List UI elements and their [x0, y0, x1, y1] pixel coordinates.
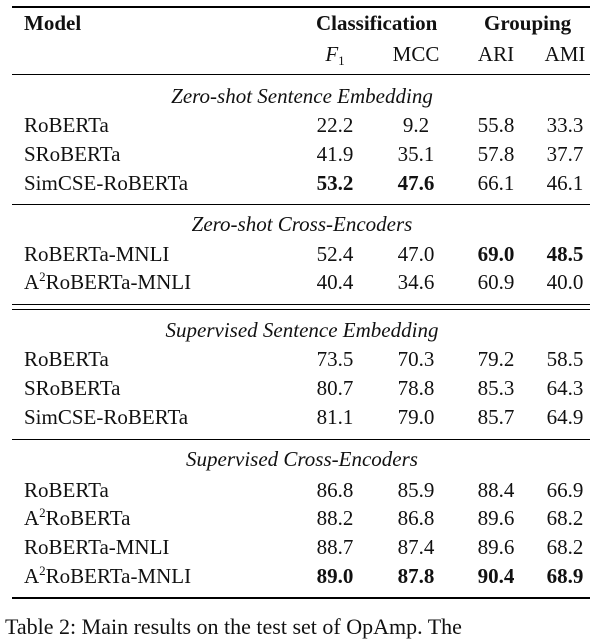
header-grouping: Grouping: [484, 11, 572, 35]
f1-value: 73.5: [316, 347, 354, 371]
model-name: RoBERTa: [24, 113, 109, 137]
mcc-value: 34.6: [397, 270, 435, 294]
header-f1-base: F: [325, 42, 339, 66]
f1-value: 80.7: [316, 376, 354, 400]
model-name-rest: RoBERTa: [45, 506, 131, 530]
ari-value: 57.8: [477, 142, 515, 166]
header-rule: [12, 74, 590, 75]
model-name: SimCSE-RoBERTa: [24, 405, 189, 429]
mcc-value: 87.8: [397, 564, 435, 588]
ari-value: 89.6: [477, 535, 515, 559]
table-caption: Table 2: Main results on the test set of OpAmp. The: [5, 614, 462, 639]
ari-value: 89.6: [477, 506, 515, 530]
model-name-rest: RoBERTa-MNLI: [45, 270, 192, 294]
model-name: SRoBERTa: [24, 376, 121, 400]
mcc-value: 47.6: [397, 171, 435, 195]
model-name: RoBERTa: [24, 347, 109, 371]
model-name: RoBERTa-MNLI: [24, 535, 170, 559]
model-name: [24, 270, 191, 294]
ami-value: 37.7: [546, 142, 584, 166]
header-mcc: MCC: [392, 42, 440, 66]
f1-value: 40.4: [316, 270, 354, 294]
mcc-value: 86.8: [397, 506, 435, 530]
f1-value: 41.9: [316, 142, 354, 166]
ami-value: 48.5: [546, 242, 584, 266]
header-f1-sub: 1: [338, 53, 345, 68]
ami-value: 66.9: [546, 478, 584, 502]
f1-value: 88.7: [316, 535, 354, 559]
section-rule: [12, 439, 590, 440]
f1-value: 53.2: [316, 171, 354, 195]
double-rule-top: [12, 304, 590, 305]
ami-value: 46.1: [546, 171, 584, 195]
mcc-value: 70.3: [397, 347, 435, 371]
ari-value: 88.4: [477, 478, 515, 502]
model-name: [24, 564, 191, 588]
ami-value: 40.0: [546, 270, 584, 294]
model-name-prefix: A: [24, 506, 40, 530]
ari-value: 85.3: [477, 376, 515, 400]
double-rule-bottom: [12, 309, 590, 310]
ami-value: 68.2: [546, 535, 584, 559]
mcc-value: 9.2: [402, 113, 430, 137]
header-ami: AMI: [544, 42, 586, 66]
model-name: SRoBERTa: [24, 142, 121, 166]
mcc-value: 87.4: [397, 535, 435, 559]
model-name-prefix: A: [24, 270, 40, 294]
model-name: SimCSE-RoBERTa: [24, 171, 189, 195]
mcc-value: 85.9: [397, 478, 435, 502]
ami-value: 68.9: [546, 564, 584, 588]
model-name-prefix: A: [24, 564, 40, 588]
section-title: Zero-shot Cross-Encoders: [191, 212, 413, 236]
ari-value: 90.4: [477, 564, 515, 588]
f1-value: 81.1: [316, 405, 354, 429]
ari-value: 69.0: [477, 242, 515, 266]
ari-value: 66.1: [477, 171, 515, 195]
top-rule: [12, 6, 590, 8]
header-classification: Classification: [316, 11, 438, 35]
mcc-value: 79.0: [397, 405, 435, 429]
ami-value: 68.2: [546, 506, 584, 530]
f1-value: 88.2: [316, 506, 354, 530]
mcc-value: 35.1: [397, 142, 435, 166]
section-title: Supervised Cross-Encoders: [186, 447, 418, 471]
ari-value: 79.2: [477, 347, 515, 371]
ami-value: 64.9: [546, 405, 584, 429]
ami-value: 58.5: [546, 347, 584, 371]
header-ari: ARI: [477, 42, 515, 66]
model-name: [24, 506, 130, 530]
section-rule: [12, 204, 590, 205]
model-name-sup: 2: [39, 563, 46, 578]
ari-value: 55.8: [477, 113, 515, 137]
ari-value: 60.9: [477, 270, 515, 294]
header-f1: [300, 42, 370, 66]
model-name-sup: 2: [39, 505, 46, 520]
header-model: Model: [24, 11, 82, 35]
f1-value: 52.4: [316, 242, 354, 266]
mcc-value: 78.8: [397, 376, 435, 400]
model-name: RoBERTa-MNLI: [24, 242, 170, 266]
bottom-rule: [12, 597, 590, 599]
section-title: Zero-shot Sentence Embedding: [171, 84, 433, 108]
model-name-sup: 2: [39, 269, 46, 284]
f1-value: 22.2: [316, 113, 354, 137]
model-name-rest: RoBERTa-MNLI: [45, 564, 192, 588]
model-name: RoBERTa: [24, 478, 109, 502]
section-title: Supervised Sentence Embedding: [165, 318, 439, 342]
ami-value: 33.3: [546, 113, 584, 137]
f1-value: 89.0: [316, 564, 354, 588]
f1-value: 86.8: [316, 478, 354, 502]
ami-value: 64.3: [546, 376, 584, 400]
mcc-value: 47.0: [397, 242, 435, 266]
ari-value: 85.7: [477, 405, 515, 429]
